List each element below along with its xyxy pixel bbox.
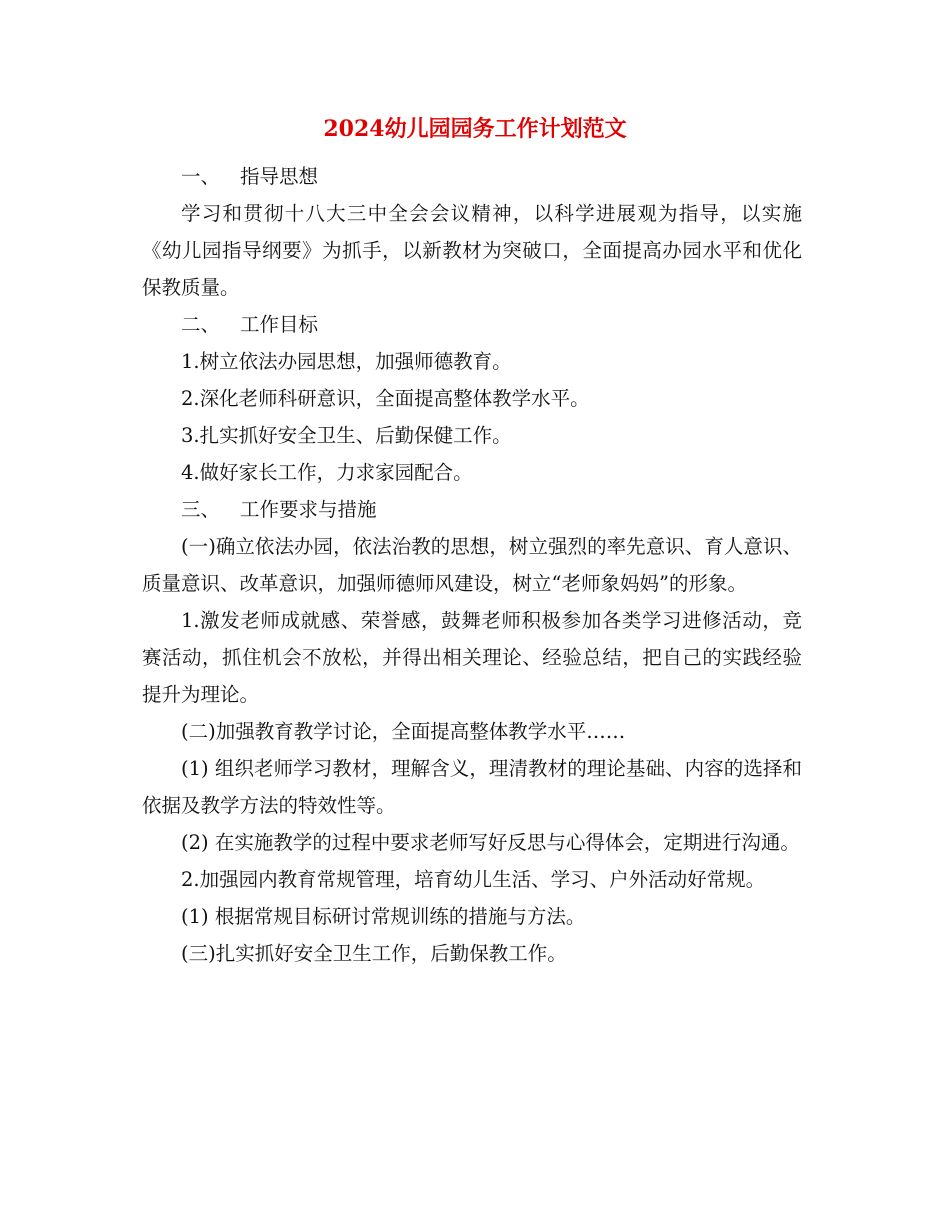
paragraph: 3.扎实抓好安全卫生、后勤保健工作。 <box>181 424 512 447</box>
paragraph: 1.激发老师成就感、荣誉感，鼓舞老师积极参加各类学习进修活动，竞赛活动，抓住机会不放松，并得出相关理论、经验总结，把自己的实践经验提升为理论。 <box>142 609 802 706</box>
paragraph: (二)加强教育教学讨论，全面提高整体教学水平…… <box>181 720 626 743</box>
section-heading-number: 三、 <box>181 498 221 521</box>
paragraph: 学习和贯彻十八大三中全会会议精神，以科学进展观为指导，以实施《幼儿园指导纲要》为抓手，以新教材为突破口，全面提高办园水平和优化保教质量。 <box>142 202 802 299</box>
paragraph: (一)确立依法办园，依法治教的思想，树立强烈的率先意识、育人意识、质量意识、改革意识，加强师德师风建设，树立“老师象妈妈”的形象。 <box>142 535 802 595</box>
section-heading-text: 工作目标 <box>240 313 319 336</box>
section-heading <box>142 306 802 343</box>
paragraph: (1) 根据常规目标研讨常规训练的措施与方法。 <box>181 905 586 928</box>
paragraph: (2) 在实施教学的过程中要求老师写好反思与心得体会，定期进行沟通。 <box>181 831 800 854</box>
paragraph: 1.树立依法办园思想，加强师德教育。 <box>181 350 512 373</box>
section-heading-number: 二、 <box>181 313 221 336</box>
document-title: 2024幼儿园园务工作计划范文 <box>323 116 627 142</box>
paragraph: 2.深化老师科研意识，全面提高整体教学水平。 <box>181 387 590 410</box>
paragraph: 4.做好家长工作，力求家园配合。 <box>181 461 473 484</box>
section-heading-text: 指导思想 <box>240 165 319 188</box>
paragraph: 2.加强园内教育常规管理，培育幼儿生活、学习、户外活动好常规。 <box>181 868 766 891</box>
section-heading <box>142 158 802 195</box>
section-heading <box>142 491 802 528</box>
paragraph: (1) 组织老师学习教材，理解含义，理清教材的理论基础、内容的选择和依据及教学方法的特效性等。 <box>142 757 802 817</box>
document-body <box>142 158 802 972</box>
section-heading-text: 工作要求与措施 <box>240 498 377 521</box>
paragraph: (三)扎实抓好安全卫生工作，后勤保教工作。 <box>181 942 567 965</box>
section-heading-number: 一、 <box>181 165 221 188</box>
